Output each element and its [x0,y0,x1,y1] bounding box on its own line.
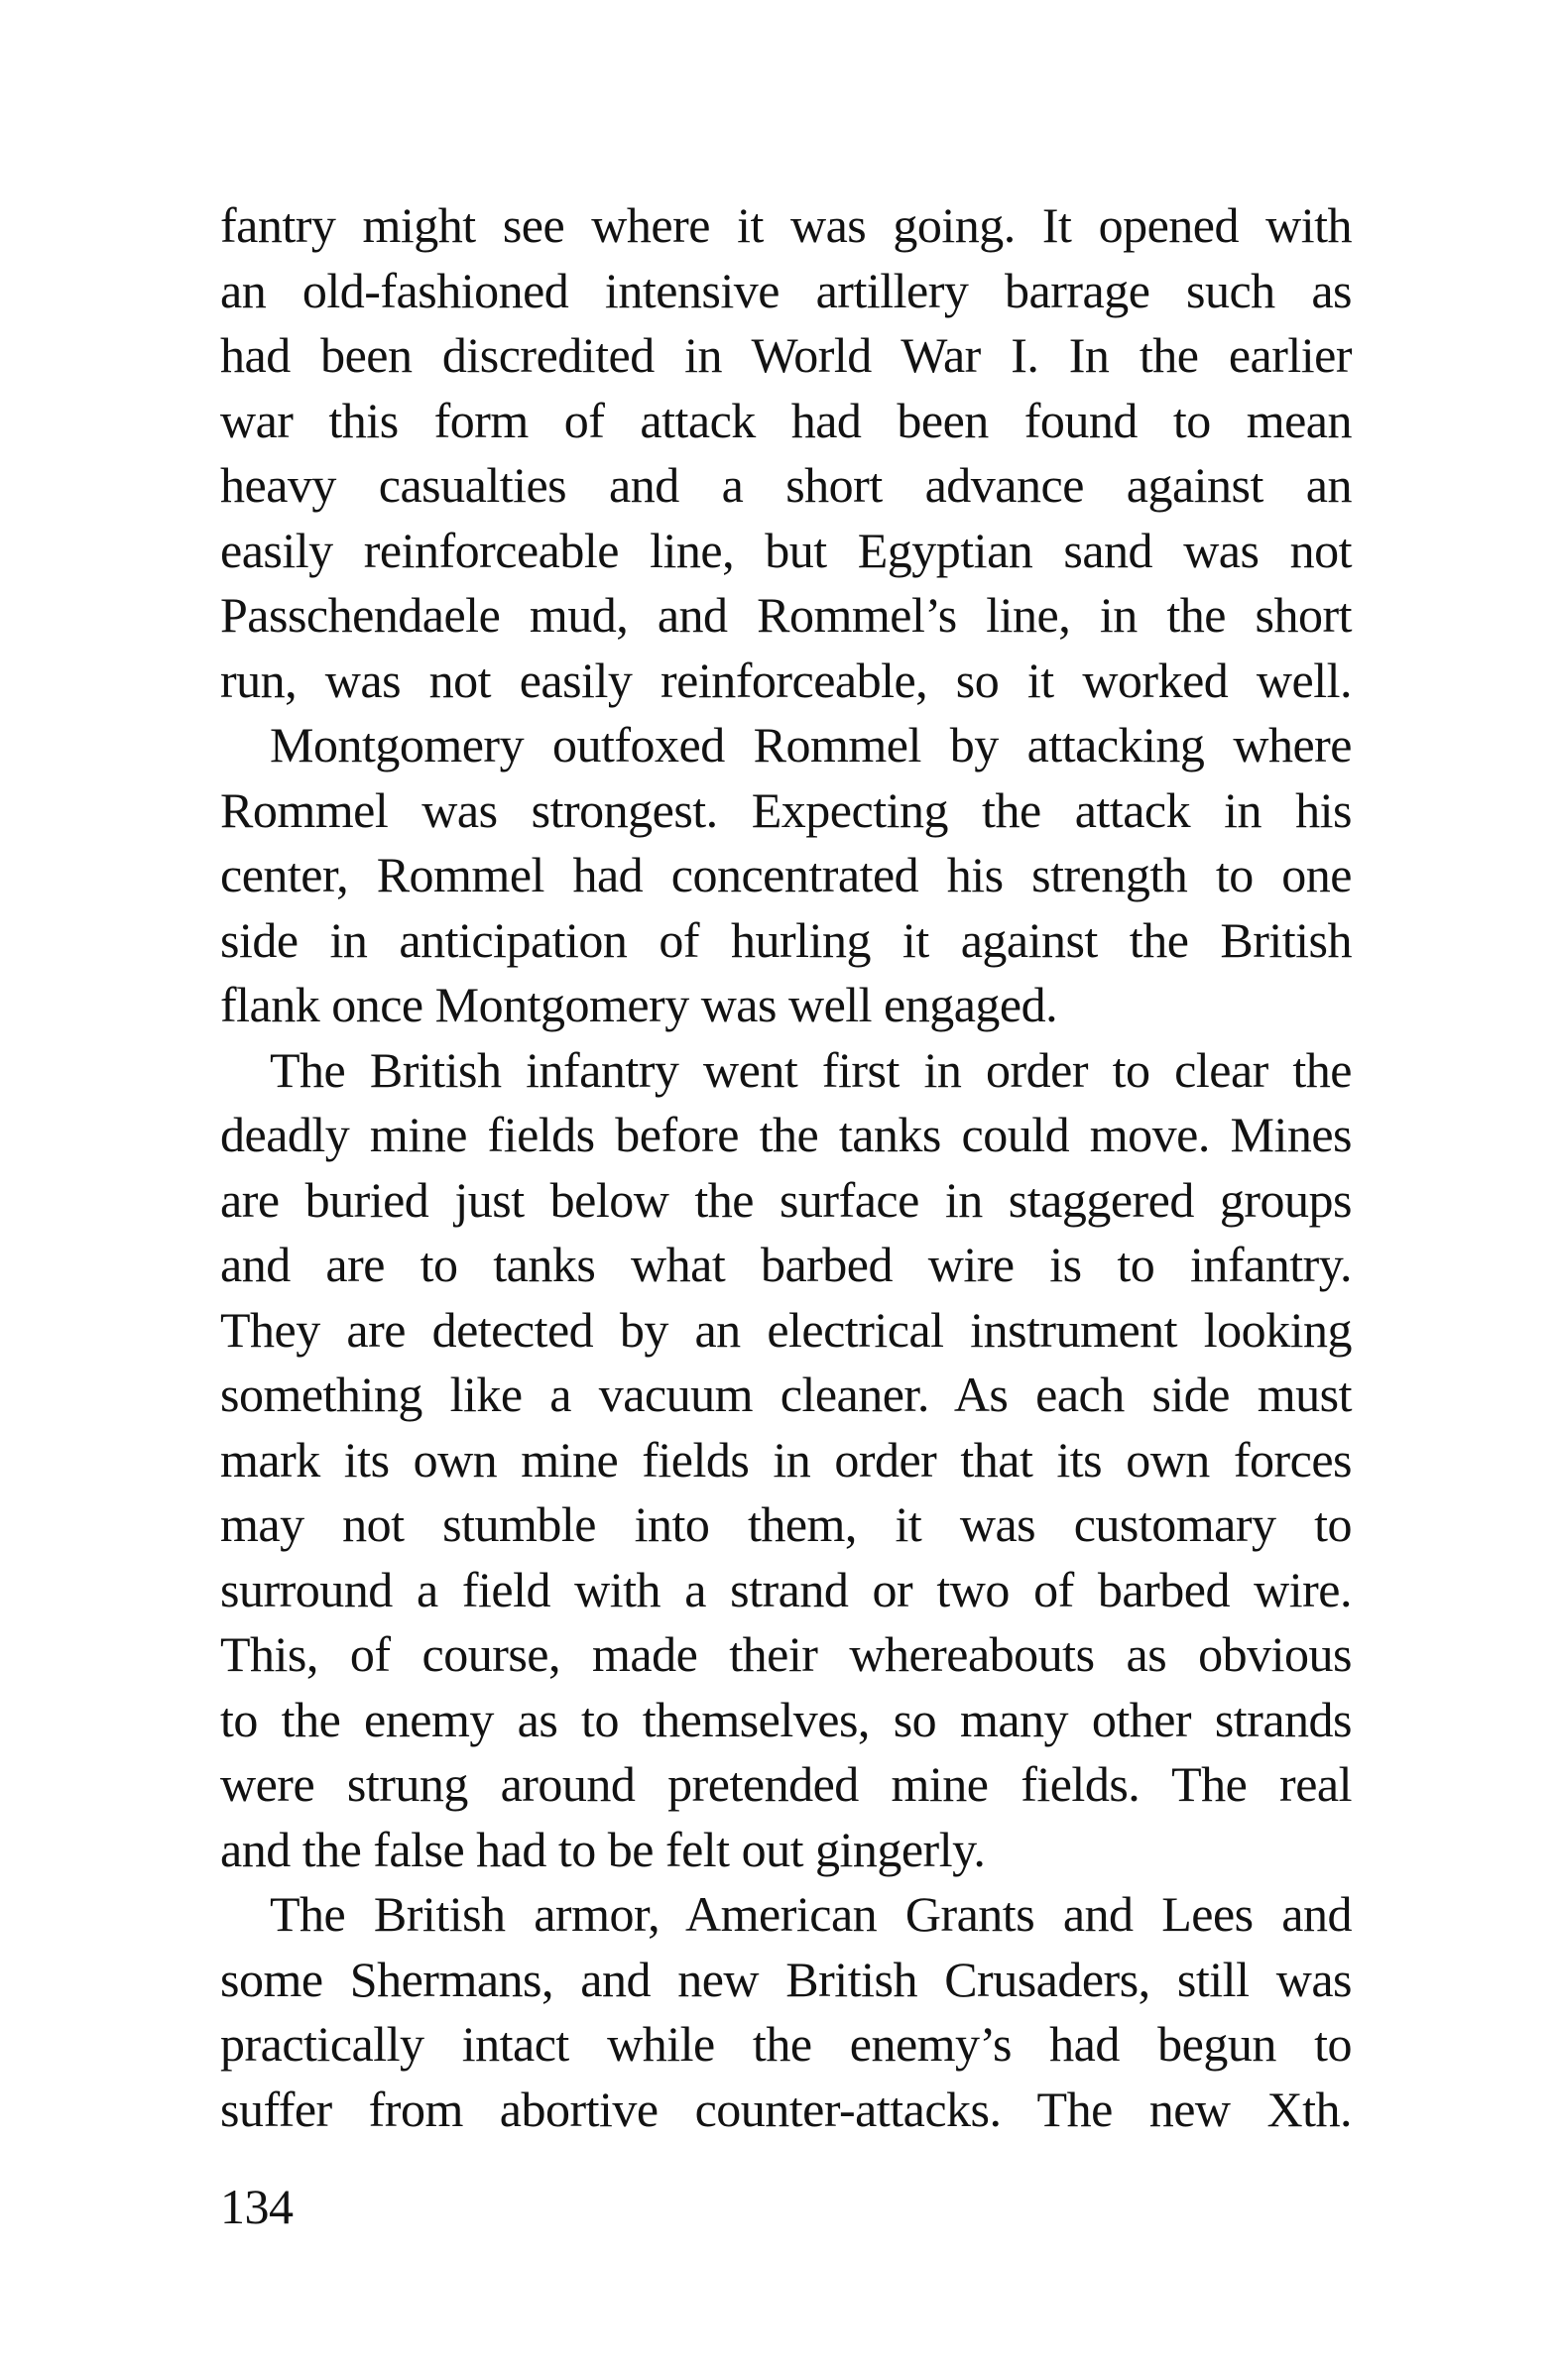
text-line: were strung around pretended mine fields. The real [220,1756,1352,1812]
text-line: something like a vacuum cleaner. As each side must [220,1367,1352,1422]
text-line: some Shermans, and new British Crusaders, still was [220,1951,1352,2007]
text-line: are buried just below the surface in staggered groups [220,1171,1352,1228]
text-line: They are detected by an electrical instrument looking [220,1301,1352,1358]
text-line: Montgomery outfoxed Rommel by attacking where [270,717,1352,773]
text-line: fantry might see where it was going. It opened with [220,197,1352,253]
page-text [220,193,1352,2142]
text-line: flank once Montgomery was well engaged. [220,977,1058,1032]
text-line: The British infantry went first in order to clear the [270,1041,1352,1098]
text-line: heavy casualties and a short advance against an [220,457,1352,513]
text-line: run, was not easily reinforceable, so it worked well. [220,652,1352,708]
text-line: Rommel was strongest. Expecting the attack in his [220,781,1352,838]
text-line: center, Rommel had concentrated his strength to one [220,847,1352,902]
text-line: had been discredited in World War I. In the earlier [220,327,1352,383]
text-line: and the false had to be felt out gingerly. [220,1821,986,1877]
text-line: side in anticipation of hurling it against the British [220,911,1352,968]
text-line: The British armor, American Grants and Lees and [270,1886,1352,1942]
text-line: mark its own mine fields in order that its own forces [220,1431,1352,1488]
text-line: Passchendaele mud, and Rommel’s line, in the short [220,587,1352,643]
text-line: may not stumble into them, it was customary to [220,1496,1352,1552]
text-line: This, of course, made their whereabouts as obvious [220,1626,1352,1682]
text-line: practically intact while the enemy’s had begun to [220,2016,1352,2072]
text-line: to the enemy as to themselves, so many other strands [220,1691,1352,1747]
text-line: surround a field with a strand or two of barbed wire. [220,1561,1352,1617]
text-line: deadly mine fields before the tanks could move. Mines [220,1107,1352,1162]
text-line: war this form of attack had been found to mean [220,392,1352,448]
text-line: and are to tanks what barbed wire is to infantry. [220,1237,1352,1292]
text-line: an old-fashioned intensive artillery barrage such as [220,262,1352,318]
text-line: easily reinforceable line, but Egyptian sand was not [220,522,1352,578]
page-number: 134 [220,2179,294,2234]
text-line: suffer from abortive counter-attacks. The new Xth. [220,2081,1352,2137]
